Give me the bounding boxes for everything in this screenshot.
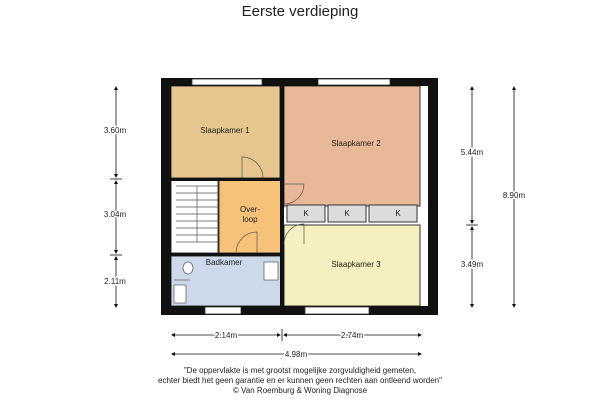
overloop-label-2: loop (242, 215, 258, 224)
dim-right-top: 5.44m (460, 148, 484, 157)
disclaimer-line-1: "De oppervlakte is met grootst mogelijke zorgvuldigheid gemeten, (183, 366, 417, 375)
dim-right-bottom: 3.49m (460, 260, 484, 269)
badkamer-label: Badkamer (205, 258, 243, 267)
dim-left-top: 3.60m (103, 126, 127, 135)
disclaimer-line-2: echter biedt het geen garantie en er kunnen geen rechten aan ontleend worden" (158, 376, 442, 385)
overloop-label-1: Over- (240, 205, 260, 214)
closet-2-label: K (344, 209, 350, 218)
dim-right-total: 8.90m (502, 191, 526, 200)
slaapkamer-3-label: Slaapkamer 3 (331, 260, 381, 269)
closet-3-label: K (395, 209, 401, 218)
dim-left-bottom: 2.11m (104, 277, 126, 286)
dim-bottom-total: 4.98m (284, 350, 308, 359)
dim-bottom-left: 2.14m (214, 331, 238, 340)
closet-3 (369, 205, 417, 222)
slaapkamer-2-label: Slaapkamer 2 (331, 139, 381, 148)
left-dimension-lines (110, 88, 122, 306)
slaapkamer-1-label: Slaapkamer 1 (200, 126, 250, 135)
dim-bottom-right: 2.74m (340, 331, 364, 340)
floor-title: Eerste verdieping (241, 3, 359, 20)
copyright-line: © Van Roemburg & Woning Diagnose (232, 386, 368, 395)
dim-left-mid: 3.04m (103, 210, 127, 219)
closet-1-label: K (303, 209, 309, 218)
